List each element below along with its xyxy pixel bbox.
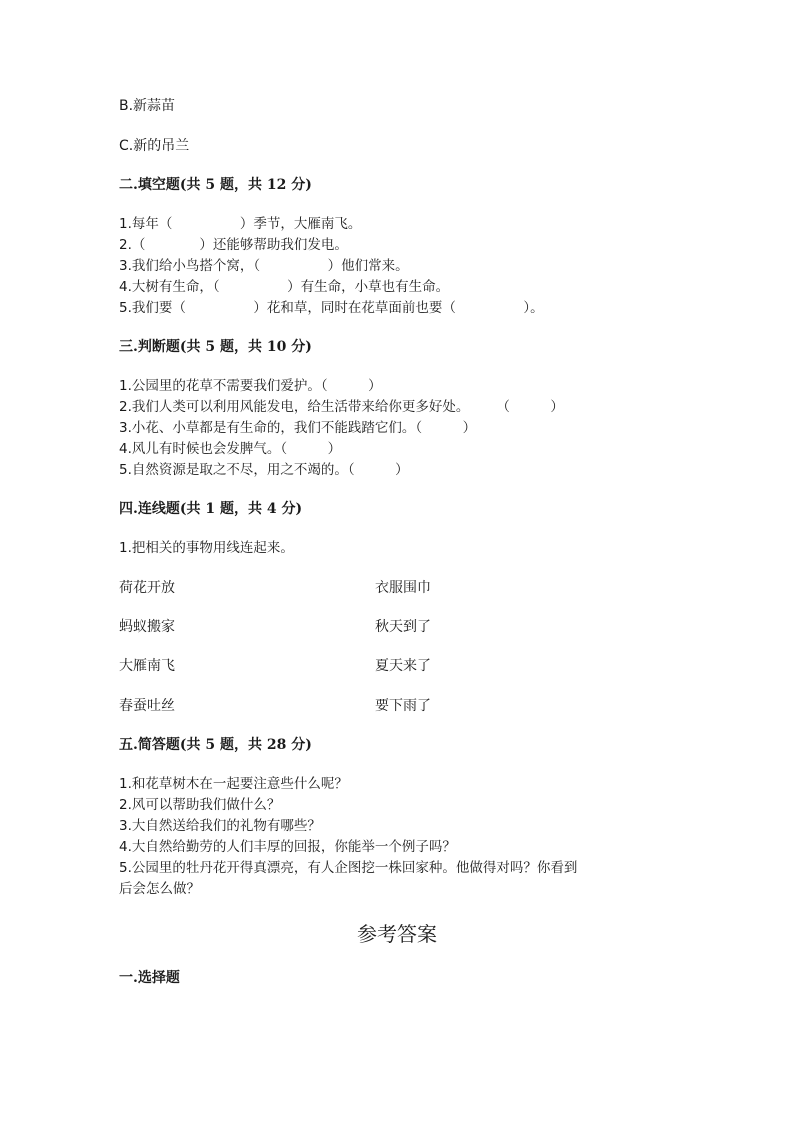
fill-blank-question-2: 2.（ ）还能够帮助我们发电。 [119,237,348,253]
true-false-question-4: 4.风儿有时候也会发脾气。（ ） [119,441,342,457]
short-answer-question-4: 4.大自然给勤劳的人们丰厚的回报，你能举一个例子吗？ [119,839,456,855]
matching-left-item: 荷花开放 [119,580,175,596]
section-heading-short-answer: 五.简答题(共 5 题，共 28 分) [119,737,312,753]
short-answer-question-2: 2.风可以帮助我们做什么？ [119,797,281,813]
short-answer-question-1: 1.和花草树木在一起要注意些什么呢？ [119,776,348,792]
matching-left-item: 蚂蚁搬家 [119,619,175,635]
matching-right-item: 衣服围巾 [375,580,431,596]
fill-blank-question-5: 5.我们要（ ）花和草，同时在花草面前也要（ ）。 [119,300,544,316]
matching-instruction: 1.把相关的事物用线连起来。 [119,540,294,556]
fill-blank-question-1: 1.每年（ ）季节，大雁南飞。 [119,216,362,232]
section-heading-fill-blank: 二.填空题(共 5 题，共 12 分) [119,177,312,193]
matching-right-item: 夏天来了 [375,658,431,674]
matching-left-item: 春蚕吐丝 [119,698,175,714]
section-heading-matching: 四.连线题(共 1 题，共 4 分) [119,501,303,517]
short-answer-question-5: 5.公园里的牡丹花开得真漂亮，有人企图挖一株回家种。他做得对吗？你看到 [119,860,578,876]
choice-option-b: B.新蒜苗 [119,98,176,114]
matching-left-item: 大雁南飞 [119,658,175,674]
true-false-question-3: 3.小花、小草都是有生命的，我们不能践踏它们。（ ） [119,420,477,436]
answer-key-title: 参考答案 [357,922,437,946]
matching-right-item: 要下雨了 [375,698,431,714]
true-false-question-2: 2.我们人类可以利用风能发电，给生活带来给你更多好处。 （ ） [119,399,564,415]
short-answer-question-5-continued: 后会怎么做？ [119,881,200,897]
answer-section-heading-choice: 一.选择题 [119,970,180,986]
section-heading-true-false: 三.判断题(共 5 题，共 10 分) [119,339,312,355]
true-false-question-1: 1.公园里的花草不需要我们爱护。（ ） [119,378,382,394]
matching-right-item: 秋天到了 [375,619,431,635]
fill-blank-question-4: 4.大树有生命，（ ）有生命，小草也有生命。 [119,279,450,295]
short-answer-question-3: 3.大自然送给我们的礼物有哪些？ [119,818,321,834]
true-false-question-5: 5.自然资源是取之不尽，用之不竭的。（ ） [119,462,409,478]
fill-blank-question-3: 3.我们给小鸟搭个窝，（ ）他们常来。 [119,258,409,274]
choice-option-c: C.新的吊兰 [119,138,190,154]
